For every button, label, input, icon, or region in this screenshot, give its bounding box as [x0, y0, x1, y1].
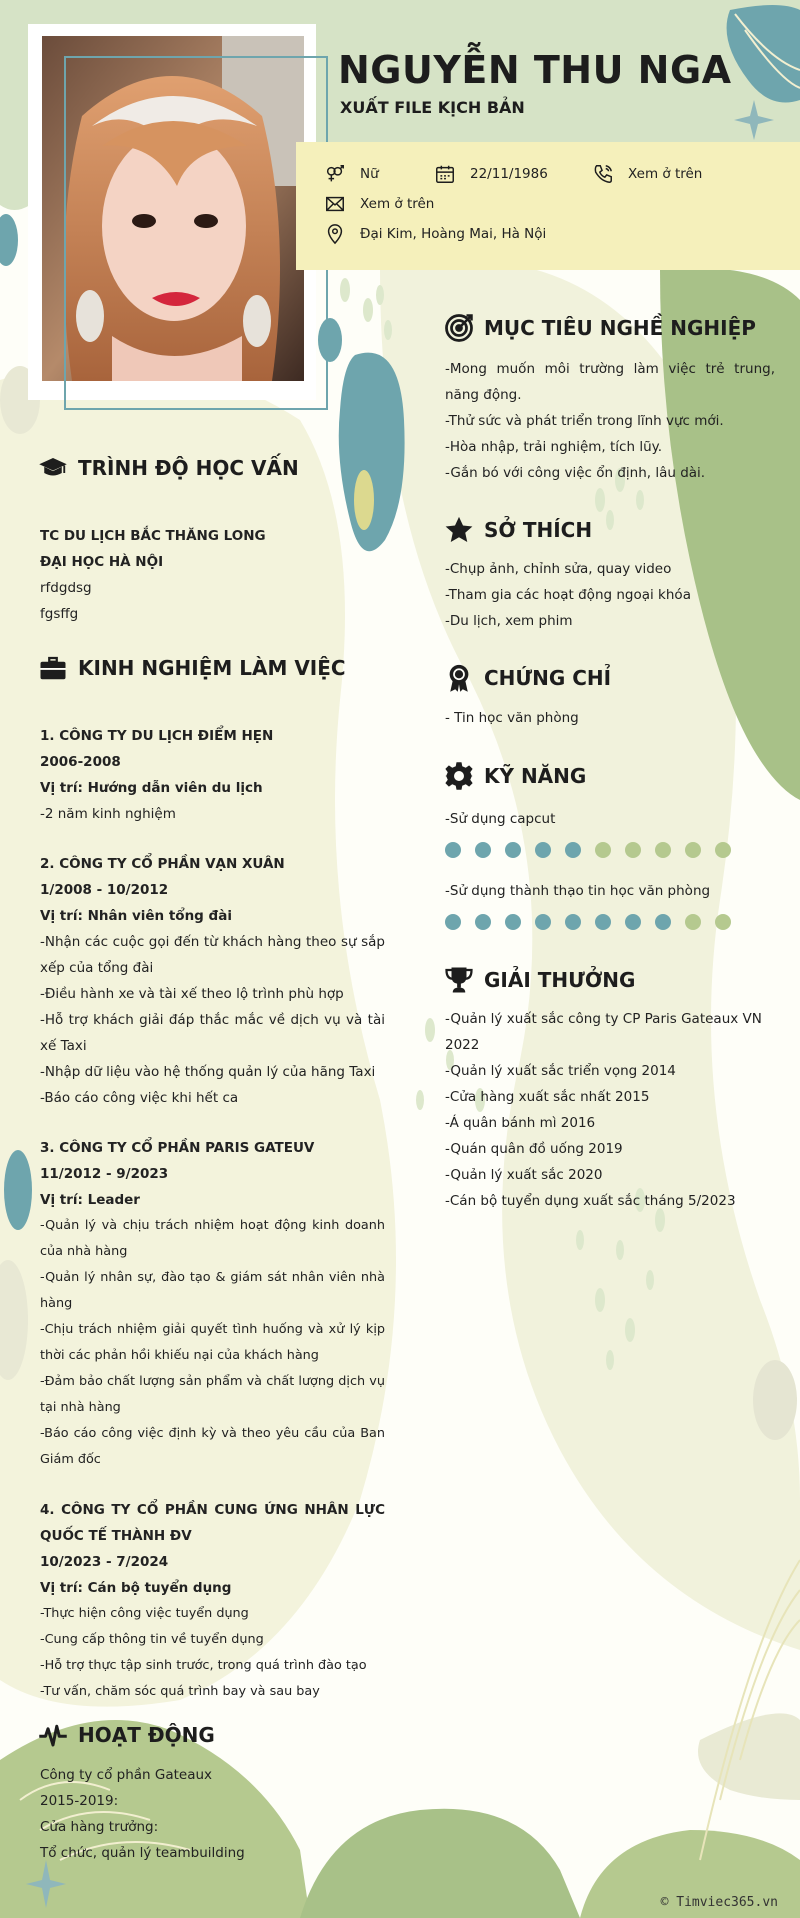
experience-block: [40, 723, 385, 1705]
copyright-footer: © Timviec365.vn: [660, 1895, 778, 1910]
award-line: -Quản lý xuất sắc triển vọng 2014: [445, 1063, 676, 1079]
activity-line: Công ty cổ phần Gateaux: [40, 1767, 213, 1783]
email-value: Xem ở trên: [360, 196, 435, 212]
job-period: 11/2012 - 9/2023: [40, 1166, 169, 1182]
job-detail: -Chịu trách nhiệm giải quyết tình huống và xử lý kịp thời các phản hồi khiếu nại của khách hàng: [40, 1322, 385, 1363]
job-detail: -Nhập dữ liệu vào hệ thống quản lý của hãng Taxi: [40, 1064, 376, 1080]
experience-section-title: KINH NGHIỆM LÀM VIỆC: [38, 653, 346, 683]
skill-dot: [715, 842, 731, 858]
job-entry: [40, 851, 385, 1111]
job-detail: -Hỗ trợ thực tập sinh trước, trong quá trình đào tạo: [40, 1658, 367, 1673]
gender-icon: [324, 163, 346, 185]
school-2: ĐẠI HỌC HÀ NỘI: [40, 554, 164, 570]
job-detail: -Báo cáo công việc khi hết ca: [40, 1090, 239, 1106]
activity-line: Cửa hàng trưởng:: [40, 1819, 159, 1835]
skill-dot: [685, 842, 701, 858]
skill-dot: [595, 914, 611, 930]
job-detail: -Đảm bảo chất lượng sản phẩm và chất lượng dịch vụ tại nhà hàng: [40, 1374, 385, 1415]
candidate-subtitle: XUẤT FILE KỊCH BẢN: [340, 98, 525, 117]
envelope-icon: [324, 193, 346, 215]
awards-section-title: GIẢI THƯỞNG: [444, 965, 635, 995]
skill-name: -Sử dụng capcut: [445, 811, 556, 827]
skill-dot: [625, 914, 641, 930]
job-company: 1. CÔNG TY DU LỊCH ĐIỂM HẸN: [40, 728, 274, 744]
calendar-icon: [434, 163, 456, 185]
skill-dot: [655, 842, 671, 858]
gender-value: Nữ: [360, 166, 379, 182]
skill-dot: [565, 842, 581, 858]
job-detail: -Báo cáo công việc định kỳ và theo yêu cầu của Ban Giám đốc: [40, 1426, 385, 1467]
star-icon: [444, 515, 474, 545]
job-position: Vị trí: Cán bộ tuyển dụng: [40, 1580, 232, 1596]
birthday-item: [434, 163, 548, 185]
hobby-line: -Tham gia các hoạt động ngoại khóa: [445, 587, 691, 603]
activity-pulse-icon: [38, 1720, 68, 1750]
skill-rating: [445, 914, 745, 930]
birthday-value: 22/11/1986: [470, 166, 548, 182]
skills-section-title: KỸ NĂNG: [444, 761, 586, 791]
job-detail: -Điều hành xe và tài xế theo lộ trình phù hợp: [40, 986, 344, 1002]
job-detail: -Quản lý và chịu trách nhiệm hoạt động kinh doanh của nhà hàng: [40, 1218, 385, 1259]
skill-dot: [475, 842, 491, 858]
certificates-block: [445, 705, 775, 731]
target-icon: [444, 313, 474, 343]
objective-line: -Thử sức và phát triển trong lĩnh vực mới.: [445, 413, 724, 429]
job-detail: -Cung cấp thông tin về tuyển dụng: [40, 1632, 264, 1647]
email-item: [324, 193, 434, 215]
job-detail: -Nhận các cuộc gọi đến từ khách hàng theo sự sắp xếp của tổng đài: [40, 934, 385, 976]
activities-section-title: HOẠT ĐỘNG: [38, 1720, 215, 1750]
education-line-1: rfdgdsg: [40, 580, 92, 596]
photo-outline: [64, 56, 328, 410]
job-detail: -Tư vấn, chăm sóc quá trình bay và sau bay: [40, 1684, 320, 1699]
skill-rating: [445, 842, 745, 858]
job-detail: -Hỗ trợ khách giải đáp thắc mắc về dịch vụ và tài xế Taxi: [40, 1012, 385, 1054]
skill-dot: [715, 914, 731, 930]
activity-line: Tổ chức, quản lý teambuilding: [40, 1845, 245, 1861]
objective-block: [445, 356, 775, 486]
education-block: [40, 523, 385, 627]
skill-dot: [565, 914, 581, 930]
award-badge-icon: [444, 663, 474, 693]
certificate-line: - Tin học văn phòng: [445, 710, 579, 726]
phone-value: Xem ở trên: [628, 166, 703, 182]
job-position: Vị trí: Leader: [40, 1192, 140, 1208]
skill-dot: [505, 842, 521, 858]
school-1: TC DU LỊCH BẮC THĂNG LONG: [40, 528, 266, 544]
award-line: -Cán bộ tuyển dụng xuất sắc tháng 5/2023: [445, 1193, 736, 1209]
skill-dot: [445, 914, 461, 930]
job-detail: -Thực hiện công việc tuyển dụng: [40, 1606, 249, 1621]
award-line: -Quán quân đồ uống 2019: [445, 1141, 623, 1157]
graduation-cap-icon: [38, 453, 68, 483]
awards-block: [445, 1006, 785, 1214]
address-value: Đại Kim, Hoàng Mai, Hà Nội: [360, 226, 547, 242]
award-line: -Á quân bánh mì 2016: [445, 1115, 596, 1131]
candidate-name: NGUYỄN THU NGA: [338, 48, 732, 92]
phone-icon: [592, 163, 614, 185]
briefcase-icon: [38, 653, 68, 683]
skill-dot: [505, 914, 521, 930]
hobbies-section-title: SỞ THÍCH: [444, 515, 592, 545]
objective-line: -Gắn bó với công việc ổn định, lâu dài.: [445, 465, 706, 481]
job-company: 2. CÔNG TY CỔ PHẦN VẠN XUÂN: [40, 856, 285, 872]
job-period: 1/2008 - 10/2012: [40, 882, 169, 898]
hobbies-block: [445, 556, 775, 634]
skill-dot: [595, 842, 611, 858]
skill-name: -Sử dụng thành thạo tin học văn phòng: [445, 883, 711, 899]
skill-dot: [475, 914, 491, 930]
award-line: -Quản lý xuất sắc 2020: [445, 1167, 603, 1183]
hobby-line: -Chụp ảnh, chỉnh sửa, quay video: [445, 561, 672, 577]
phone-item: [592, 163, 702, 185]
education-line-2: fgsffg: [40, 606, 79, 622]
job-entry: [40, 1135, 385, 1473]
skill-dot: [535, 842, 551, 858]
skill-dot: [445, 842, 461, 858]
skill-dot: [535, 914, 551, 930]
objective-line: -Mong muốn môi trường làm việc trẻ trung, năng động.: [445, 361, 775, 403]
job-period: 10/2023 - 7/2024: [40, 1554, 169, 1570]
objective-section-title: MỤC TIÊU NGHỀ NGHIỆP: [444, 313, 756, 343]
job-position: Vị trí: Nhân viên tổng đài: [40, 908, 232, 924]
job-detail: -2 năm kinh nghiệm: [40, 806, 176, 822]
award-line: -Cửa hàng xuất sắc nhất 2015: [445, 1089, 650, 1105]
skill-dot: [685, 914, 701, 930]
job-entry: [40, 1497, 385, 1705]
certificates-section-title: CHỨNG CHỈ: [444, 663, 611, 693]
gear-icon: [444, 761, 474, 791]
address-item: [324, 223, 546, 245]
job-position: Vị trí: Hướng dẫn viên du lịch: [40, 780, 263, 796]
job-company: 4. CÔNG TY CỔ PHẦN CUNG ỨNG NHÂN LỰC QUỐC TẾ THÀNH ĐV: [40, 1502, 385, 1544]
hobby-line: -Du lịch, xem phim: [445, 613, 573, 629]
activities-block: [40, 1762, 385, 1866]
job-company: 3. CÔNG TY CỔ PHẦN PARIS GATEUV: [40, 1140, 315, 1156]
job-detail: -Quản lý nhân sự, đào tạo & giám sát nhân viên nhà hàng: [40, 1270, 385, 1311]
activity-line: 2015-2019:: [40, 1793, 119, 1809]
job-entry: [40, 723, 385, 827]
education-section-title: TRÌNH ĐỘ HỌC VẤN: [38, 453, 299, 483]
gender-item: [324, 163, 379, 185]
location-pin-icon: [324, 223, 346, 245]
skill-dot: [625, 842, 641, 858]
job-period: 2006-2008: [40, 754, 121, 770]
trophy-icon: [444, 965, 474, 995]
objective-line: -Hòa nhập, trải nghiệm, tích lũy.: [445, 439, 662, 455]
skill-dot: [655, 914, 671, 930]
award-line: -Quản lý xuất sắc công ty CP Paris Gateaux VN 2022: [445, 1011, 762, 1053]
